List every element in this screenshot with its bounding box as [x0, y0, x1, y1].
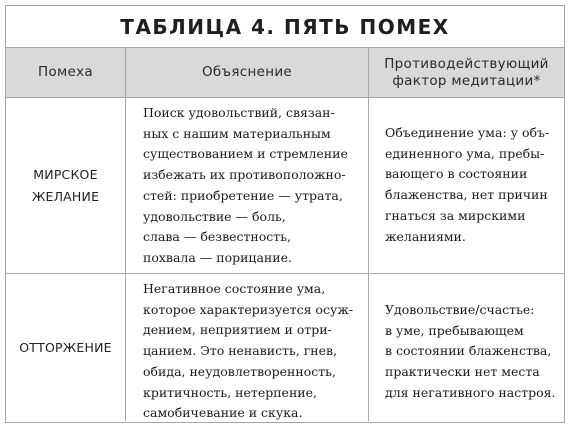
explanation-line: дением, неприятием и отри- [143, 322, 332, 338]
header-explanation: Объяснение [126, 48, 369, 97]
explanation-line: самобичевание и скука. [143, 405, 303, 421]
table-title: ТАБЛИЦА 4. ПЯТЬ ПОМЕХ [6, 6, 564, 48]
counter-factor-line: в уме, пребывающем [385, 322, 524, 338]
header-counter-factor [369, 48, 564, 97]
table-row [6, 274, 564, 421]
counter-factor-line: гнаться за мирскими [385, 207, 526, 223]
counter-factor-line: желаниями. [385, 228, 466, 244]
explanation-line: стей: приобретение — утрата, [143, 187, 343, 203]
explanation-line: существованием и стремление [143, 146, 348, 162]
hindrance-name-line: ЖЕЛАНИЕ [31, 188, 100, 204]
header-counter-factor-line: Противодействующий [384, 55, 549, 72]
explanation-line: которое характеризуется осуж- [143, 301, 354, 317]
counter-factor-line: вающего в состоянии [385, 166, 528, 182]
hindrance-name-line: МИРСКОЕ [33, 166, 98, 182]
explanation-line: удовольствие — боль, [143, 208, 286, 224]
counter-factor-line: блаженства, нет причин [385, 187, 548, 203]
hindrances-table [5, 5, 565, 423]
header-counter-factor-line: фактор медитации* [392, 72, 541, 89]
explanation-line: Поиск удовольствий, связан- [143, 105, 335, 120]
counter-factor [369, 274, 564, 421]
explanation-line: ных с нашим материальным [143, 125, 331, 141]
counter-factor-line: Объединение ума: у объ- [385, 125, 550, 140]
explanation-line: обида, неудовлетворенность, [143, 363, 336, 379]
hindrance-explanation [126, 98, 369, 273]
counter-factor-line: Удовольствие/счастье: [385, 302, 535, 317]
explanation-line: Негативное состояние ума, [143, 281, 326, 296]
explanation-line: слава — безвестность, [143, 229, 291, 245]
counter-factor-line: единенного ума, пребы- [385, 145, 545, 161]
counter-factor-line: в состоянии блаженства, [385, 343, 552, 359]
counter-factor-line: практически нет места [385, 364, 540, 380]
table-header-row [6, 48, 564, 98]
counter-factor [369, 98, 564, 273]
table-row [6, 98, 564, 274]
counter-factor-line: для негативного настроя. [385, 384, 556, 400]
explanation-line: избежать их противоположно- [143, 167, 346, 183]
explanation-line: похвала — порицание. [143, 249, 292, 265]
explanation-line: цанием. Это ненависть, гнев, [143, 343, 338, 359]
hindrance-explanation [126, 274, 369, 421]
explanation-line: критичность, нетерпение, [143, 384, 317, 400]
hindrance-name-line: ОТТОРЖЕНИЕ [19, 339, 112, 355]
hindrance-name [6, 98, 126, 273]
hindrance-name [6, 274, 126, 421]
header-hindrance: Помеха [6, 48, 126, 97]
